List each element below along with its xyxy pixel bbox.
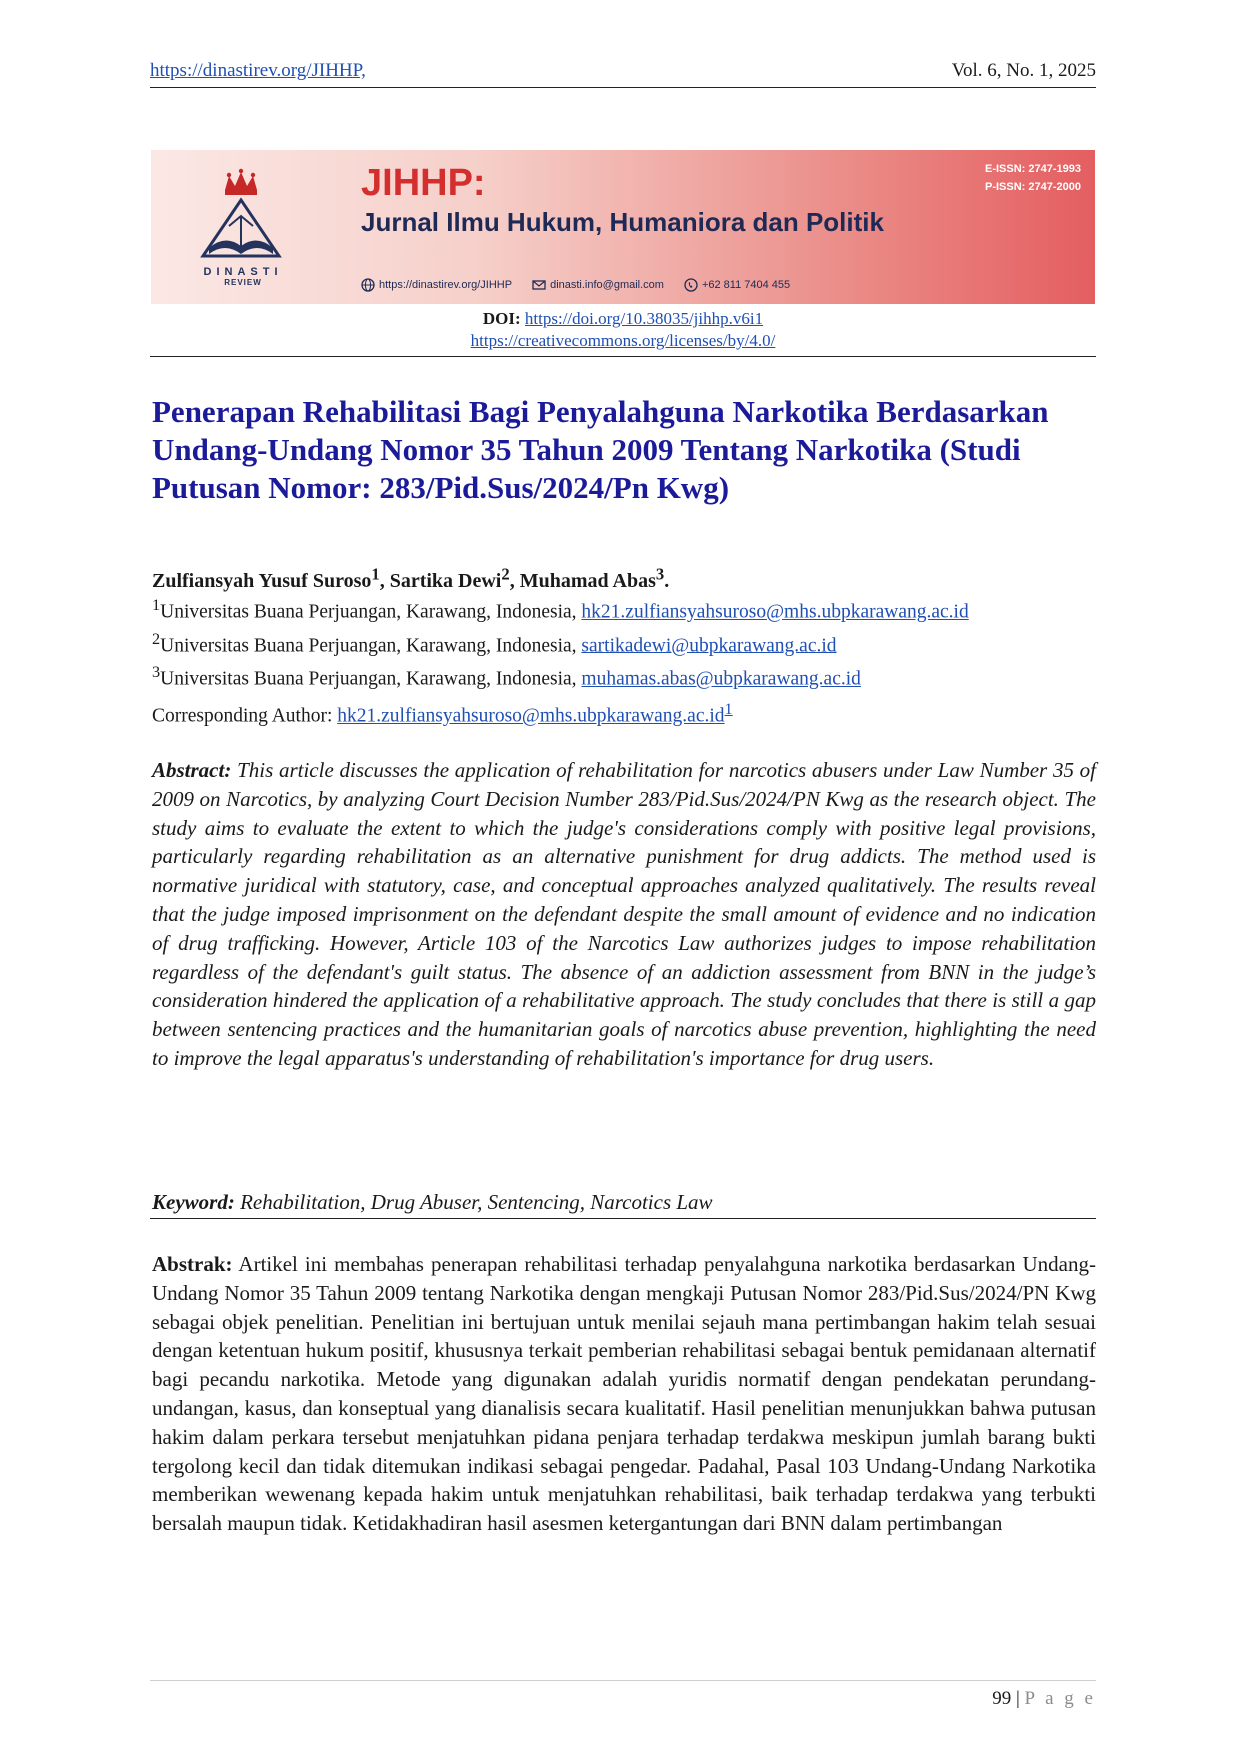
corresponding-email[interactable]: hk21.zulfiansyahsuroso@mhs.ubpkarawang.ac.id: [337, 705, 725, 727]
abstrak-label: Abstrak:: [152, 1252, 233, 1276]
affiliation-list: [152, 592, 1112, 693]
journal-abbreviation: JIHHP:: [361, 162, 486, 204]
page-word: P a g e: [1024, 1688, 1096, 1709]
doi-label: DOI:: [482, 309, 521, 328]
affiliation-3: $^3$Universitas Buana Perjuangan, Karawang, Indonesia, muhamas.abas@ubpkarawang.ac.id: [152, 663, 861, 690]
author-list: [152, 564, 1092, 593]
phone-text: +62 811 7404 455: [701, 279, 791, 291]
corresponding-sup[interactable]: 1: [724, 700, 733, 718]
header-divider: [150, 87, 1096, 88]
page-footer: [150, 1688, 1096, 1710]
license-link[interactable]: https://creativecommons.org/licenses/by/4.0/: [470, 331, 776, 350]
journal-url-link[interactable]: https://dinastirev.org/JIHHP,: [150, 60, 366, 81]
affiliation-2: $^2$Universitas Buana Perjuangan, Karawang, Indonesia, sartikadewi@ubpkarawang.ac.id: [152, 629, 837, 656]
phone-contact: [684, 278, 790, 292]
affiliation-1-email[interactable]: hk21.zulfiansyahsuroso@mhs.ubpkarawang.ac.id: [581, 601, 969, 623]
website-text: https://dinastirev.org/JIHHP: [379, 279, 513, 291]
abstract-text: This article discusses the application of rehabilitation for narcotics abusers under Law Number 35 of 2009 on Narcotics, by analyzing Court Decision Number 283/Pid.Sus/2024/PN Kwg as the research object. The study aims to evaluate the extent to which the judge's considerations comply with positive legal provisions, particularly regarding rehabilitation as an alternative punishment for drug addicts. The method used is normative juridical with statutory, case, and conceptual approaches analyzed qualitatively. The results reveal that the judge imposed imprisonment on the defendant despite the small amount of evidence and no indication of drug trafficking. However, Article 103 of the Narcotics Law authorizes judges to impose rehabilitation regardless of the defendant's guilt status. The absence of an addiction assessment from BNN in the judge’s consideration hindered the application of a rehabilitative approach. The study concludes that there is still a gap between sentencing practices and the humanitarian goals of narcotics abuse prevention, highlighting the need to improve the legal apparatus's understanding of rehabilitation's importance for drug users.: [152, 758, 1096, 1070]
abstract-label: Abstract:: [152, 758, 232, 782]
contact-row: [361, 278, 790, 292]
corresponding-author: [152, 700, 1092, 728]
dinasti-crown-book-logo: [189, 168, 293, 268]
doi-block: [150, 308, 1096, 352]
abstrak-text: Artikel ini membahas penerapan rehabilitasi terhadap penyalahguna narkotika berdasarkan Undang-Undang Nomor 35 Tahun 2009 tentang Narkotika dengan mengkaji Putusan Nomor 283/Pid.Sus/2024/PN Kwg sebagai objek penelitian. Penelitian ini bertujuan untuk menilai sejauh mana pertimbangan hakim telah sesuai dengan ketentuan hukum positif, khususnya terkait pemberian rehabilitasi sebagai bentuk pemidanaan alternatif bagi pecandu narkotika. Metode yang digunakan adalah yuridis normatif dengan pendekatan perundang-undangan, kasus, dan konseptual yang dianalisis secara kualitatif. Hasil penelitian menunjukkan bahwa putusan hakim dalam perkara tersebut menjatuhkan pidana penjara terhadap terdakwa meskipun jumlah barang bukti tergolong kecil dan tidak ditemukan indikasi sebagai pengedar. Padahal, Pasal 103 Undang-Undang Narkotika memberikan wewenang kepada hakim untuk menjatuhkan rehabilitasi, baik terhadap terdakwa yang terbukti bersalah maupun tidak. Ketidakhadiran hasil asesmen ketergantungan dari BNN dalam pertimbangan: [152, 1252, 1096, 1536]
footer-divider: [150, 1680, 1096, 1681]
affiliation-2-email[interactable]: sartikadewi@ubpkarawang.ac.id: [581, 635, 837, 656]
website-contact: [361, 278, 512, 292]
phone-icon: [684, 278, 698, 292]
keyword-text: Rehabilitation, Drug Abuser, Sentencing, Narcotics Law: [240, 1190, 713, 1214]
corresponding-label: Corresponding Author:: [152, 705, 338, 727]
envelope-icon: [532, 278, 546, 292]
issn-block: [985, 160, 1081, 196]
author-1: Zulfiansyah Yusuf Suroso$^1$,: [152, 564, 390, 592]
author-2: Sartika Dewi$^2$,: [389, 564, 520, 592]
doi-divider: [150, 356, 1096, 357]
abstract-english: [152, 756, 1096, 1073]
email-text: dinasti.info@gmail.com: [550, 279, 664, 291]
email-contact: [532, 278, 664, 292]
author-3: Muhamad Abas$^3$.: [519, 564, 670, 592]
eissn: E-ISSN: 2747-1993: [985, 163, 1081, 175]
article-title: Penerapan Rehabilitasi Bagi Penyalahguna Narkotika Berdasarkan Undang-Undang Nomor 35 Tahun 2009 Tentang Narkotika (Studi Putusan Nomor: 283/Pid.Sus/2024/Pn Kwg): [152, 394, 1049, 505]
keyword-label: Keyword:: [152, 1190, 235, 1214]
affiliation-3-email[interactable]: muhamas.abas@ubpkarawang.ac.id: [581, 668, 861, 690]
footer-separator: |: [1011, 1688, 1025, 1709]
keywords: [152, 1190, 1096, 1215]
publisher-sub: REVIEW: [224, 278, 262, 287]
doi-link[interactable]: https://doi.org/10.38035/jihhp.v6i1: [524, 309, 764, 328]
page-number: 99: [992, 1688, 1012, 1709]
affiliation-1: $^1$Universitas Buana Perjuangan, Karawang, Indonesia, hk21.zulfiansyahsuroso@mhs.ubpkarawang.ac.id: [152, 596, 969, 623]
globe-icon: [361, 278, 375, 292]
pissn: P-ISSN: 2747-2000: [985, 181, 1081, 193]
volume-info: Vol. 6, No. 1, 2025: [951, 60, 1096, 81]
keyword-divider: [150, 1218, 1096, 1219]
running-header: [150, 60, 1096, 86]
abstract-indonesian: [152, 1250, 1096, 1538]
journal-banner: [151, 150, 1095, 304]
publisher-word: DINASTI: [203, 266, 283, 278]
publisher-brand: [195, 266, 291, 287]
journal-full-name: Jurnal Ilmu Hukum, Humaniora dan Politik: [361, 207, 884, 237]
